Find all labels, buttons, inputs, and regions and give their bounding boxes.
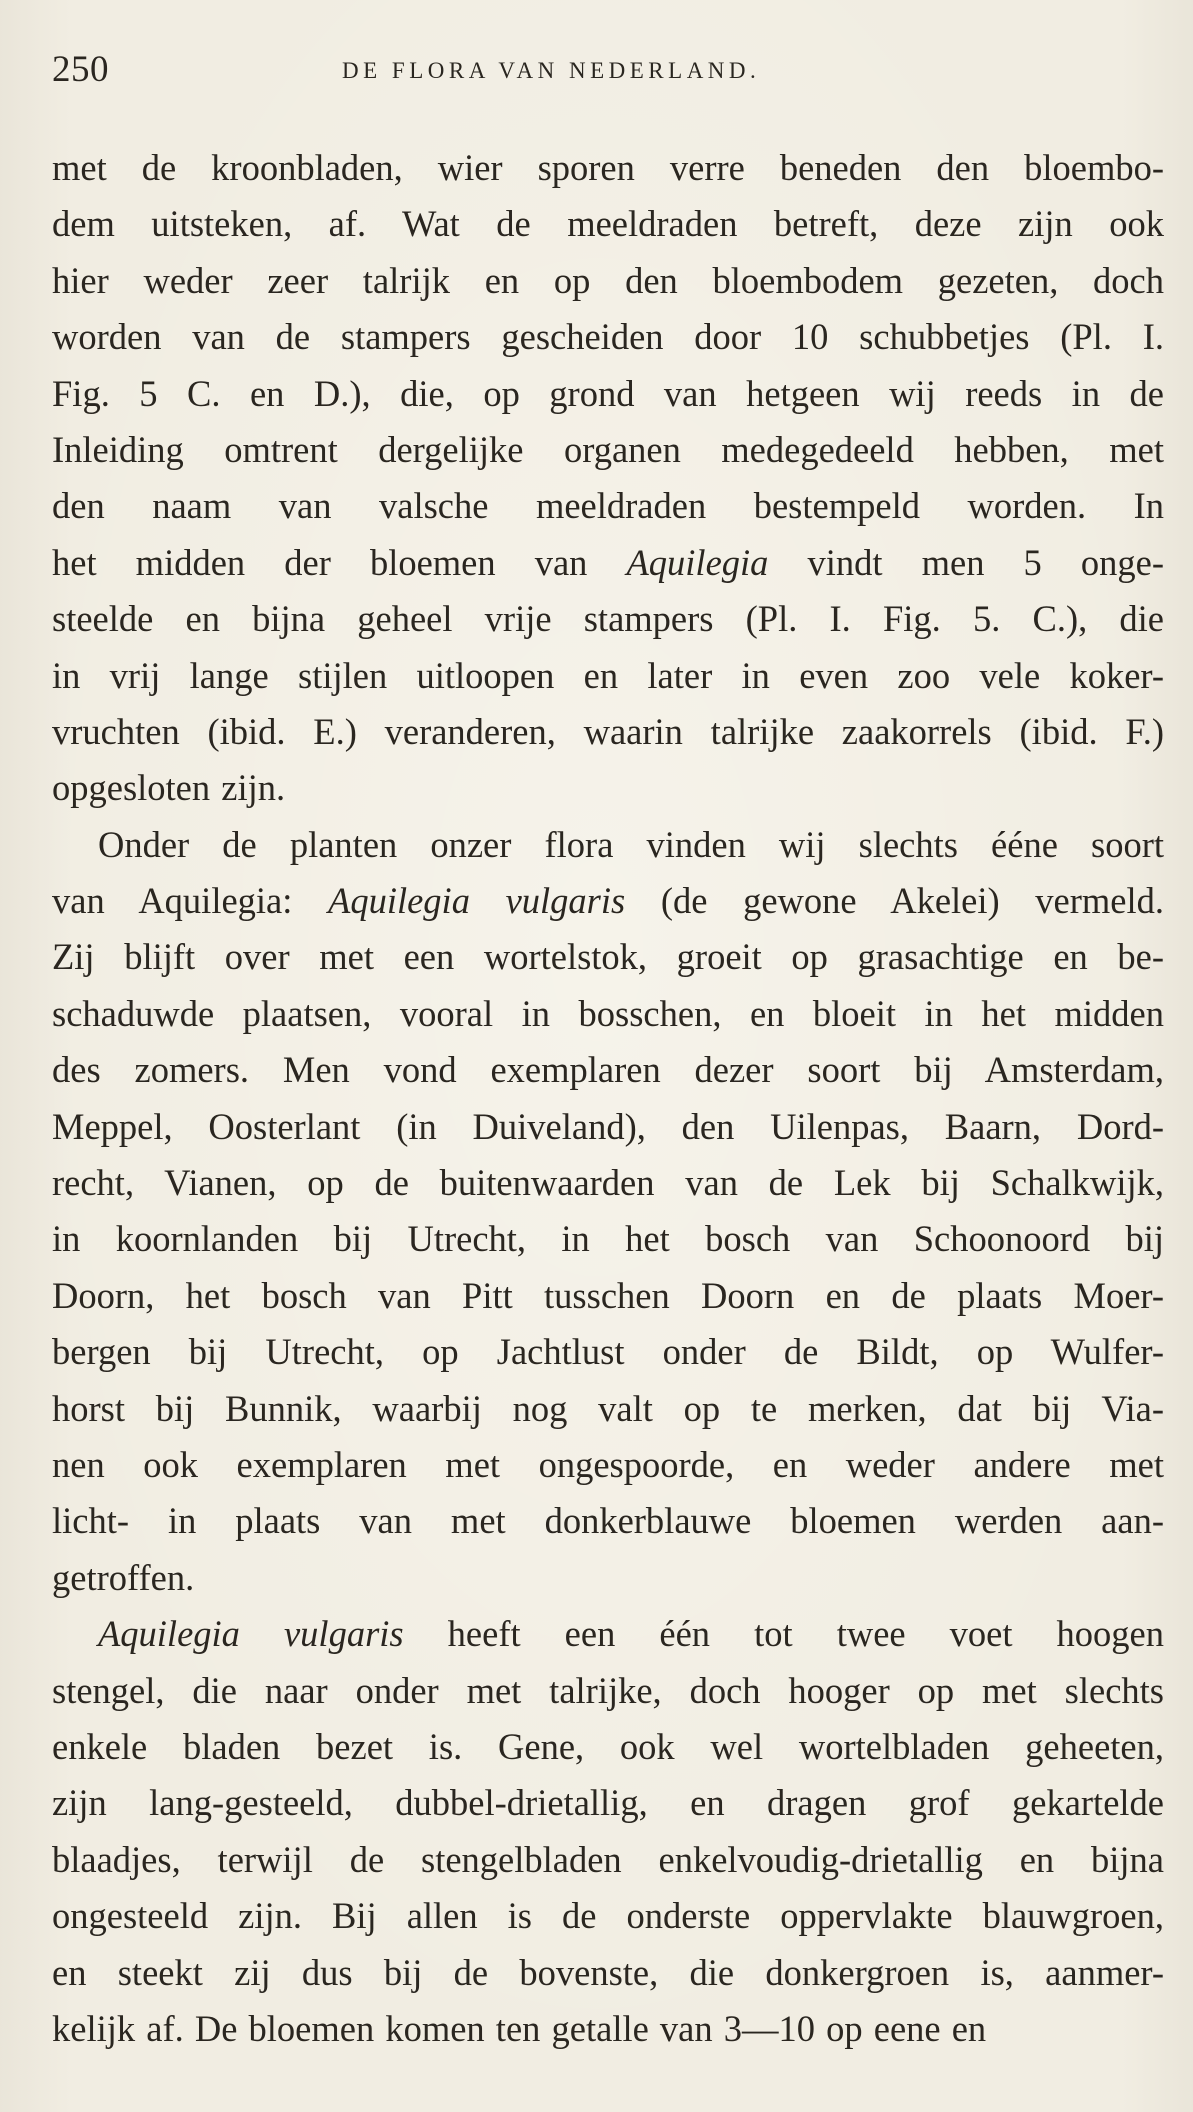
text-segment: het midden der bloemen van (52, 541, 627, 583)
text-line (52, 140, 1164, 196)
text-line (52, 1719, 1164, 1775)
text-line (52, 2001, 1164, 2057)
text-line (52, 366, 1164, 422)
text-segment: in vrij lange stijlen uitloopen en later in even zoo vele koker- (52, 654, 1164, 696)
text-segment: zijn lang-gesteeld, dubbel-drietallig, en dragen grof gekartelde (52, 1782, 1164, 1824)
text-segment: heeft een één tot twee voet hoogen (403, 1613, 1164, 1655)
text-line (52, 1606, 1164, 1662)
text-segment: Doorn, het bosch van Pitt tusschen Doorn en de plaats Moer- (52, 1274, 1164, 1316)
text-line (52, 196, 1164, 252)
text-line (52, 1493, 1164, 1549)
paragraph (52, 817, 1164, 1606)
text-segment: vruchten (ibid. E.) veranderen, waarin talrijke zaakorrels (ibid. F.) (52, 710, 1164, 752)
body-text (52, 140, 1164, 2057)
text-line (52, 1155, 1164, 1211)
text-segment: horst bij Bunnik, waarbij nog valt op te merken, dat bij Via- (52, 1387, 1164, 1429)
text-line (52, 1832, 1164, 1888)
text-segment: hier weder zeer talrijk en op den bloembodem gezeten, doch (52, 259, 1164, 301)
text-line (52, 591, 1164, 647)
text-segment: Inleiding omtrent dergelijke organen medegedeeld hebben, met (52, 428, 1164, 470)
text-line (52, 1324, 1164, 1380)
text-segment: van Aquilegia: (52, 880, 329, 922)
page-header (52, 48, 1164, 98)
text-line (52, 648, 1164, 704)
text-segment: blaadjes, terwijl de stengelbladen enkelvoudig-drietallig en bijna (52, 1838, 1164, 1880)
text-segment: steelde en bijna geheel vrije stampers (Pl. I. Fig. 5. C.), die (52, 598, 1164, 640)
italic-text: Aquilegia vulgaris (328, 880, 626, 922)
text-line (52, 478, 1164, 534)
text-line (52, 760, 1164, 816)
text-segment: in koornlanden bij Utrecht, in het bosch van Schoonoord bij (52, 1218, 1164, 1260)
text-line (52, 1888, 1164, 1944)
text-segment: des zomers. Men vond exemplaren dezer soort bij Amsterdam, (52, 1049, 1164, 1091)
text-line (52, 1042, 1164, 1098)
text-line (52, 309, 1164, 365)
text-line (52, 1437, 1164, 1493)
text-line (52, 422, 1164, 478)
text-line (52, 986, 1164, 1042)
text-line (52, 253, 1164, 309)
text-segment: recht, Vianen, op de buitenwaarden van de Lek bij Schalkwijk, (52, 1162, 1164, 1204)
text-line (52, 929, 1164, 985)
text-segment: ongesteeld zijn. Bij allen is de onderste oppervlakte blauwgroen, (52, 1895, 1164, 1937)
text-segment: bergen bij Utrecht, op Jachtlust onder de Bildt, op Wulfer- (52, 1331, 1164, 1373)
text-line (52, 1211, 1164, 1267)
text-segment: Meppel, Oosterlant (in Duiveland), den Uilenpas, Baarn, Dord- (52, 1105, 1164, 1147)
text-segment: schaduwde plaatsen, vooral in bosschen, en bloeit in het midden (52, 992, 1164, 1034)
text-segment: Onder de planten onzer flora vinden wij slechts ééne soort (98, 823, 1164, 865)
text-line (52, 1099, 1164, 1155)
text-segment: enkele bladen bezet is. Gene, ook wel wortelbladen geheeten, (52, 1725, 1164, 1767)
text-line (52, 535, 1164, 591)
text-line (52, 1775, 1164, 1831)
text-line (52, 873, 1164, 929)
text-segment: licht- in plaats van met donkerblauwe bloemen werden aan- (52, 1500, 1164, 1542)
text-line (52, 1945, 1164, 2001)
text-line (52, 1381, 1164, 1437)
book-page (52, 0, 1164, 2112)
running-title: DE FLORA VAN NEDERLAND. (342, 58, 761, 83)
italic-text: Aquilegia (626, 541, 769, 583)
text-line (52, 1268, 1164, 1324)
paragraph (52, 140, 1164, 817)
text-segment: Zij blijft over met een wortelstok, groeit op grasachtige en be- (52, 936, 1164, 978)
text-line (52, 1663, 1164, 1719)
text-line (52, 1550, 1164, 1606)
text-segment: en steekt zij dus bij de bovenste, die donkergroen is, aanmer- (52, 1951, 1164, 1993)
text-segment: dem uitsteken, af. Wat de meeldraden betreft, deze zijn ook (52, 203, 1164, 245)
paragraph (52, 1606, 1164, 2057)
text-segment: met de kroonbladen, wier sporen verre beneden den bloembo- (52, 147, 1164, 188)
text-line (52, 817, 1164, 873)
text-segment: vindt men 5 onge- (768, 541, 1164, 583)
text-segment: stengel, die naar onder met talrijke, doch hooger op met slechts (52, 1669, 1164, 1711)
page-number: 250 (52, 49, 109, 90)
italic-text: Aquilegia vulgaris (98, 1613, 404, 1655)
text-segment: worden van de stampers gescheiden door 10 schubbetjes (Pl. I. (52, 316, 1164, 358)
text-line (52, 704, 1164, 760)
text-segment: opgesloten zijn. (52, 767, 286, 809)
text-segment: kelijk af. De bloemen komen ten getalle van 3—10 op eene en (52, 2007, 987, 2049)
text-segment: (de gewone Akelei) vermeld. (625, 880, 1165, 922)
text-segment: Fig. 5 C. en D.), die, op grond van hetgeen wij reeds in de (52, 372, 1164, 414)
text-segment: den naam van valsche meeldraden bestempeld worden. In (52, 485, 1164, 527)
text-segment: nen ook exemplaren met ongespoorde, en weder andere met (52, 1443, 1164, 1485)
text-segment: getroffen. (52, 1556, 195, 1598)
